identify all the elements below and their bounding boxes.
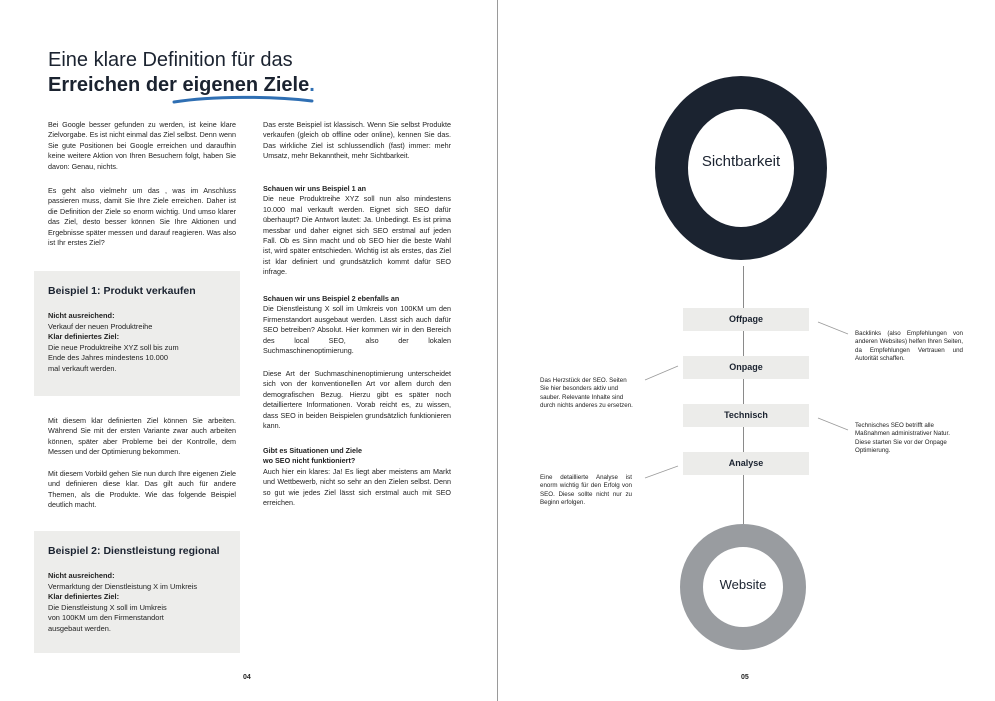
example-box-1 bbox=[34, 271, 240, 396]
note-onpage: Das Herzstück der SEO. Seiten Sie hier besonders aktiv und sauber. Relevante Inhalte sind durch nichts anderes zu ersetzen. bbox=[540, 377, 633, 410]
note-offpage: Backlinks (also Empfehlungen von anderen Websites) helfen Ihren Seiten, da Empfehlungen Vertrauen und Autorität schaffen. bbox=[855, 330, 963, 363]
title-underline-swoosh bbox=[172, 94, 314, 106]
right-page bbox=[498, 0, 995, 701]
example-2-text-defined-3: ausgebaut werden. bbox=[48, 623, 111, 633]
col2-paragraph-1: Das erste Beispiel ist klassisch. Wenn Sie selbst Produkte verkaufen (gleich ob offline oder online), kennen Sie das. Das wirkliche Ziel ist schlussendlich (fast) immer: mehr Umsatz, mehr Bekanntheit, mehr Sichtbarkeit. bbox=[263, 120, 451, 161]
body-paragraph-4: Mit diesem Vorbild gehen Sie nun durch Ihre eigenen Ziele und definieren diese klar. Das gilt auch für andere Themen, als die Produkte. Wie das folgende Beispiel deutlich macht. bbox=[48, 469, 236, 510]
title-line-1: Eine klare Definition für das bbox=[48, 49, 293, 71]
example-1-text-defined-2: Ende des Jahres mindestens 10.000 bbox=[48, 353, 168, 363]
col2-section-3 bbox=[263, 446, 451, 508]
page-number-right: 05 bbox=[741, 674, 749, 681]
left-page bbox=[0, 0, 497, 701]
col2-paragraph-5: Auch hier ein klares: Ja! Es liegt aber meistens am Markt und Wettbewerb, nicht so sehr an den Zielen selbst. Denn so gut wie jedes Ziel lässt sich erstmal auch mit SEO erreichen. bbox=[263, 466, 451, 508]
col2-paragraph-4: Diese Art der Suchmaschinenoptimierung unterscheidet sich von der konventionellen Art vor allem durch den demografischen Bezug. Hierzu gibt es später noch detailliertere Informationen. Vorab reicht es, zu wissen, dass SEO in beiden Beispielen grundsätzlich funktionieren kann. bbox=[263, 369, 451, 431]
col2-heading-3a: Gibt es Situationen und Ziele bbox=[263, 446, 363, 455]
step-onpage: Onpage bbox=[683, 356, 809, 379]
intro-paragraph-1: Bei Google besser gefunden zu werden, ist keine klare Zielvorgabe. Es ist nicht einmal das Ziel selbst. Denn wenn Sie gute Positionen bei Google erreichen und daraufhin keine weitere Aktion von Ihren Besuchern folgt, haben Sie davon: Genau, nichts. bbox=[48, 120, 236, 171]
col2-paragraph-2: Die neue Produktreihe XYZ soll nun also mindestens 10.000 mal verkauft werden. Eignet sich SEO dafür überhaupt? Die Antwort lautet: Ja. Unbedingt. Es ist prima messbar und daher eignet sich SEO erstmal auf jeden Fall. Ob es Sinn macht und ob SEO hier die beste Wahl ist, wird später entschieden. Wichtig ist als erstes, das Ziel ist klar definiert und grundsätzlich kommt dafür SEO infrage. bbox=[263, 194, 451, 277]
intro-paragraph-2: Es geht also vielmehr um das , was im Anschluss passieren muss, damit Sie Ihre Ziele erreichen. Daher ist die Definition der Ziele so enorm wichtig. Und umso klarer das Ziel, desto besser können Sie Ihre Aktionen und Ergebnisse später messen und darauf reagieren. Was also ist Ihr erstes Ziel? bbox=[48, 186, 236, 248]
visibility-ring-label: Sichtbarkeit bbox=[701, 153, 781, 170]
example-box-2-title: Beispiel 2: Dienstleistung regional bbox=[48, 545, 220, 557]
example-box-2 bbox=[34, 531, 240, 653]
example-1-label-defined: Klar definiertes Ziel: bbox=[48, 332, 120, 342]
step-technisch: Technisch bbox=[683, 404, 809, 427]
website-ring-label: Website bbox=[719, 577, 767, 592]
page-title bbox=[48, 48, 315, 98]
title-dot: . bbox=[309, 74, 315, 96]
example-2-text-defined-2: von 100KM um den Firmenstandort bbox=[48, 613, 164, 623]
example-1-text-defined-1: Die neue Produktreihe XYZ soll bis zum bbox=[48, 342, 179, 352]
example-2-label-insufficient: Nicht ausreichend: bbox=[48, 571, 115, 580]
page-number-left: 04 bbox=[243, 674, 251, 681]
col2-heading-3b: wo SEO nicht funktioniert? bbox=[263, 456, 356, 466]
example-2-text-defined-1: Die Dienstleistung X soll im Umkreis bbox=[48, 602, 167, 612]
col2-section-1 bbox=[263, 184, 451, 278]
title-line-2-text: Erreichen der eigenen Ziele bbox=[48, 74, 310, 96]
example-1-label-insufficient: Nicht ausreichend: bbox=[48, 311, 115, 320]
col2-heading-1: Schauen wir uns Beispiel 1 an bbox=[263, 184, 367, 193]
step-analyse: Analyse bbox=[683, 452, 809, 475]
example-1-text-insufficient: Verkauf der neuen Produktreihe bbox=[48, 321, 153, 331]
col2-section-2 bbox=[263, 294, 451, 356]
col2-heading-2: Schauen wir uns Beispiel 2 ebenfalls an bbox=[263, 294, 400, 303]
example-2-label-defined: Klar definiertes Ziel: bbox=[48, 592, 120, 602]
col2-paragraph-3: Die Dienstleistung X soll im Umkreis von 100KM um den Firmenstandort ausgebaut werden. Lässt sich auch dafür SEO betreiben? Absolut. Hier kommen wir in den Bereich des local SEO, also der lokalen Suchmaschinenoptimierung. bbox=[263, 304, 451, 356]
note-analyse: Eine detaillierte Analyse ist enorm wichtig für den Erfolg von SEO. Diese sollte nicht nur zu Beginn erfolgen. bbox=[540, 474, 632, 507]
body-paragraph-3: Mit diesem klar definierten Ziel können Sie arbeiten. Während Sie mit der ersten Variante zwar auch arbeiten können, später aber Probleme bei der Kontrolle, dem Messen und der Optimierung bekommen. bbox=[48, 416, 236, 457]
example-2-text-insufficient: Vermarktung der Dienstleistung X im Umkreis bbox=[48, 581, 198, 591]
note-technisch: Technisches SEO betrifft alle Maßnahmen administrativer Natur. Diese starten Sie vor der Onpage Optimierung. bbox=[855, 422, 950, 455]
example-box-1-title: Beispiel 1: Produkt verkaufen bbox=[48, 285, 196, 297]
example-1-text-defined-3: mal verkauft werden. bbox=[48, 363, 117, 373]
step-offpage: Offpage bbox=[683, 308, 809, 331]
